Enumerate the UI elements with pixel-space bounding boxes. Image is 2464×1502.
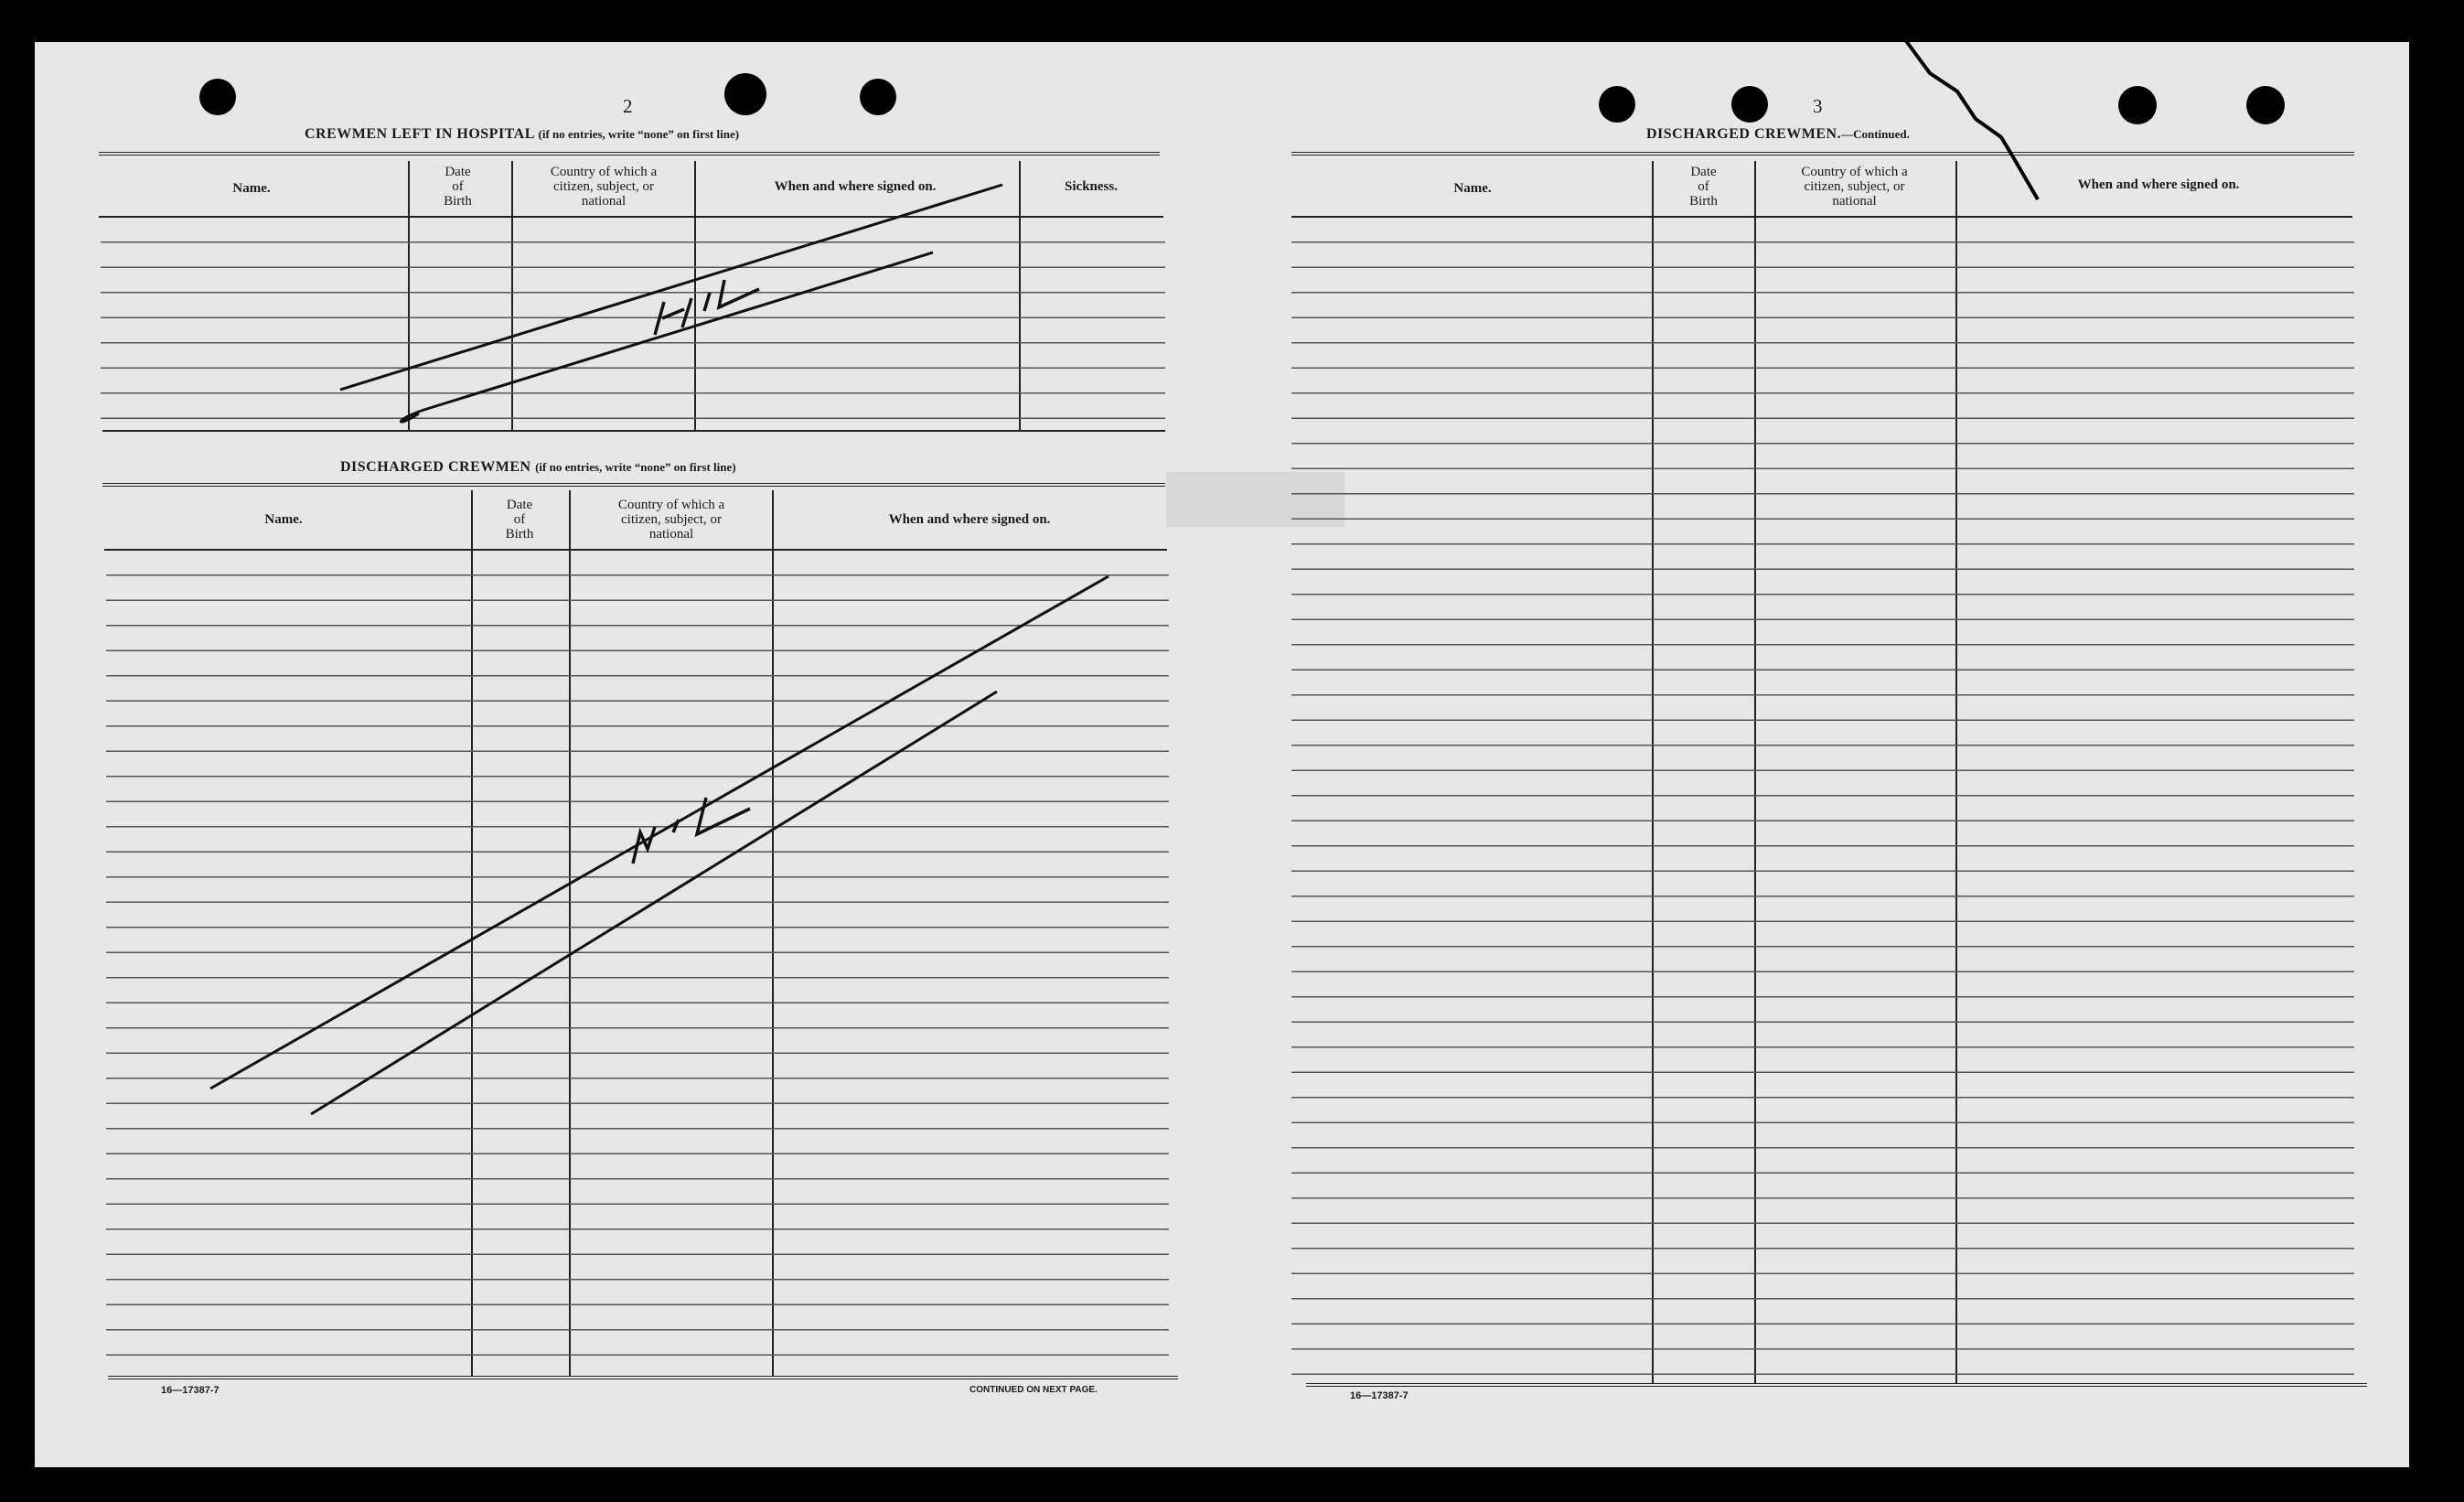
hospital-col-sickness-header: Sickness. bbox=[1065, 179, 1118, 194]
hospital-title-text: CREWMEN LEFT IN HOSPITAL bbox=[305, 126, 535, 142]
discharged-col-signed-header: When and where signed on. bbox=[888, 512, 1051, 527]
discharged-col-name-header: Name. bbox=[264, 512, 303, 527]
discharged-col-dob-header: Date of Birth bbox=[505, 498, 534, 542]
discharged-col-country-header: Country of which a citizen, subject, or national bbox=[617, 498, 725, 542]
hospital-col-signed-header: When and where signed on. bbox=[774, 179, 937, 194]
right-col-signed-header: When and where signed on. bbox=[2077, 177, 2240, 192]
continued-note: CONTINUED ON NEXT PAGE. bbox=[970, 1385, 1098, 1395]
form-number-left: 16—17387-7 bbox=[161, 1385, 220, 1396]
paper-tear bbox=[1904, 38, 2038, 199]
hospital-title-instruction: (if no entries, write “none” on first line) bbox=[538, 127, 740, 141]
page-number-right: 3 bbox=[1813, 95, 1823, 117]
form-number-right: 16—17387-7 bbox=[1350, 1390, 1409, 1401]
right-col-name-header: Name. bbox=[1453, 181, 1492, 196]
hospital-col-dob-header: Date of Birth bbox=[444, 165, 472, 209]
strike-line bbox=[401, 252, 933, 422]
right-col-dob-header: Date of Birth bbox=[1689, 165, 1718, 209]
hospital-col-country-header: Country of which a citizen, subject, or national bbox=[550, 165, 658, 209]
discharged-title-text: DISCHARGED CREWMEN bbox=[340, 459, 531, 475]
discharged-title-instruction: (if no entries, write “none” on first line) bbox=[535, 460, 736, 474]
hospital-col-name-header: Name. bbox=[232, 181, 271, 196]
right-col-country-header: Country of which a citizen, subject, or national bbox=[1801, 165, 1908, 209]
right-title-text: DISCHARGED CREWMEN. bbox=[1646, 126, 1842, 142]
right-title-suffix: —Continued. bbox=[1841, 127, 1910, 141]
strike-line bbox=[311, 692, 997, 1114]
strike-line bbox=[210, 576, 1109, 1089]
page-number-left: 2 bbox=[623, 95, 633, 117]
strike-line bbox=[340, 185, 1002, 390]
